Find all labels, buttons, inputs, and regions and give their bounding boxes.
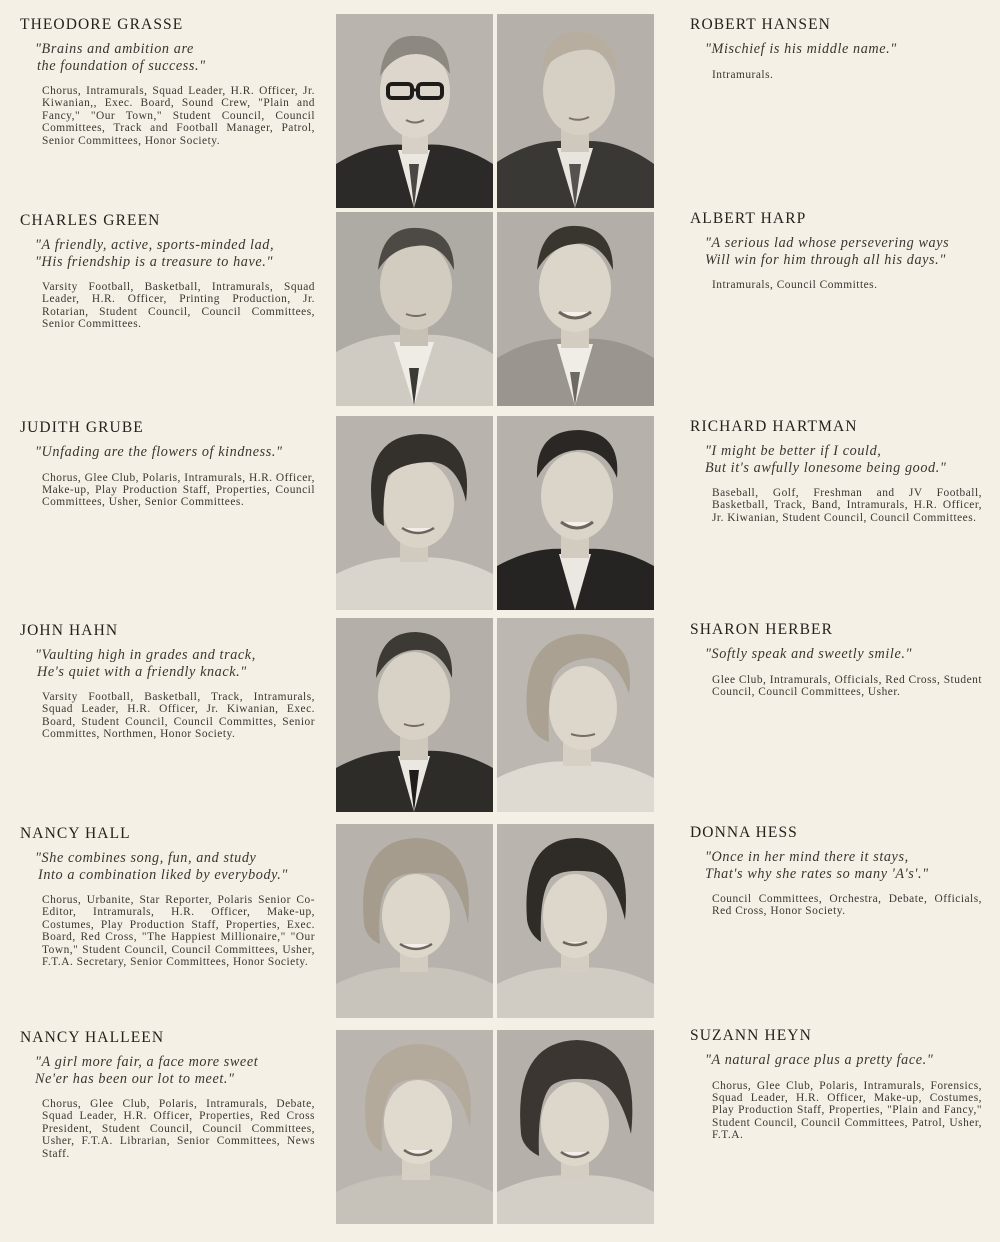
- portrait-image: [497, 1030, 654, 1224]
- quote-line: "Brains and ambition are: [35, 41, 194, 57]
- quote-line: "I might be better if I could,: [705, 443, 882, 459]
- student-quote: [35, 41, 315, 74]
- portrait-image: [336, 1030, 493, 1224]
- portrait-photo-sharon-herber: [497, 618, 654, 812]
- student-activities: Varsity Football, Basketball, Track, Intramurals, Squad Leader, H.R. Officer, Jr. Kiwanian, Exec. Board, Student Council, Council Committes, Senior Committes, Northmen, Honor Society.: [42, 691, 315, 741]
- student-activities: Intramurals.: [712, 68, 774, 81]
- portrait-image: [497, 416, 654, 610]
- student-entry-robert-hansen: [690, 16, 982, 81]
- portrait-photo-robert-hansen: [497, 14, 654, 208]
- portrait-photo-charles-green: [336, 212, 493, 406]
- student-quote: [705, 1052, 982, 1069]
- quote-line: "His friendship is a treasure to have.": [35, 253, 273, 270]
- student-name: ROBERT HANSEN: [690, 16, 831, 33]
- student-activities: Chorus, Glee Club, Polaris, Intramurals, Forensics, Squad Leader, H.R. Officer, Make-up, Costumes, Play Production Staff, Properties, "Plain and Fancy," Student Council, Council Committees, Patrol, Usher, F.T.A.: [712, 1079, 982, 1142]
- student-activities: Glee Club, Intramurals, Officials, Red Cross, Student Council, Council Committees, Usher.: [712, 673, 982, 698]
- portrait-photo-theodore-grasse: [336, 14, 493, 208]
- portrait-image: [497, 212, 654, 406]
- student-quote: [35, 237, 315, 270]
- quote-line: Ne'er has been our lot to meet.": [35, 1070, 235, 1087]
- student-entry-john-hahn: [20, 622, 315, 741]
- student-name: ALBERT HARP: [690, 210, 807, 227]
- student-activities: Chorus, Intramurals, Squad Leader, H.R. Officer, Jr. Kiwanian,, Exec. Board, Sound Crew, "Plain and Fancy," "Our Town," Student Council, Council Committees, Track and Football Manager, Patrol, Senior Committees, Honor Society.: [42, 85, 315, 147]
- student-quote: [35, 647, 315, 680]
- portrait-photo-donna-hess: [497, 824, 654, 1018]
- portrait-photo-albert-harp: [497, 212, 654, 406]
- student-name: JUDITH GRUBE: [20, 419, 144, 436]
- portrait-photo-suzann-heyn: [497, 1030, 654, 1224]
- portrait-photo-nancy-hall: [336, 824, 493, 1018]
- student-activities: Council Committees, Orchestra, Debate, Officials, Red Cross, Honor Society.: [712, 893, 982, 918]
- quote-line: "Once in her mind there it stays,: [705, 849, 909, 865]
- quote-line: "A natural grace plus a pretty face.": [705, 1052, 934, 1068]
- student-entry-nancy-halleen: [20, 1029, 315, 1160]
- student-name: JOHN HAHN: [20, 622, 119, 639]
- student-name: THEODORE GRASSE: [20, 16, 184, 33]
- portrait-photo-richard-hartman: [497, 416, 654, 610]
- student-name: NANCY HALLEEN: [20, 1029, 165, 1046]
- portrait-image: [336, 618, 493, 812]
- student-entry-albert-harp: [690, 210, 982, 291]
- portrait-photo-judith-grube: [336, 416, 493, 610]
- student-quote: [705, 443, 982, 476]
- quote-line: But it's awfully lonesome being good.": [705, 459, 947, 476]
- portrait-image: [336, 824, 493, 1018]
- student-quote: [705, 235, 982, 268]
- student-entry-suzann-heyn: [690, 1027, 982, 1142]
- student-activities: Chorus, Urbanite, Star Reporter, Polaris Senior Co-Editor, Intramurals, H.R. Officer, Make-up, Costumes, Play Production Staff, Properties, Exec. Board, Red Cross, "The Happiest Millionaire," "Our Town," Student Council, Council Committees, Usher, F.T.A. Secretary, Senior Committees, Honor Society.: [42, 894, 315, 969]
- portrait-image: [336, 212, 493, 406]
- quote-line: "A serious lad whose persevering ways: [705, 235, 950, 251]
- student-activities: Intramurals, Council Committes.: [712, 279, 878, 291]
- student-quote: [705, 41, 982, 58]
- quote-line: That's why she rates so many 'A's'.": [705, 865, 929, 882]
- student-entry-nancy-hall: [20, 825, 315, 968]
- student-entry-richard-hartman: [690, 418, 982, 524]
- portrait-image: [336, 416, 493, 610]
- student-name: DONNA HESS: [690, 824, 798, 841]
- portrait-image: [497, 824, 654, 1018]
- student-quote: [705, 849, 982, 882]
- student-name: CHARLES GREEN: [20, 212, 161, 229]
- student-entry-sharon-herber: [690, 621, 982, 698]
- portrait-grid: [336, 14, 660, 1228]
- quote-line: "A girl more fair, a face more sweet: [35, 1054, 259, 1070]
- student-name: RICHARD HARTMAN: [690, 418, 858, 435]
- student-entry-judith-grube: [20, 419, 315, 509]
- quote-line: He's quiet with a friendly knack.": [37, 663, 247, 680]
- quote-line: "Vaulting high in grades and track,: [35, 647, 256, 663]
- student-name: NANCY HALL: [20, 825, 131, 842]
- student-entry-theodore-grasse: [20, 16, 315, 147]
- portrait-photo-john-hahn: [336, 618, 493, 812]
- student-entry-donna-hess: [690, 824, 982, 918]
- student-activities: Chorus, Glee Club, Polaris, Intramurals, H.R. Officer, Make-up, Play Production Staff, Properties, Council Committees, Usher, Senior Committees.: [42, 471, 315, 509]
- student-quote: [35, 850, 315, 883]
- portrait-image: [497, 14, 654, 208]
- student-name: SUZANN HEYN: [690, 1027, 812, 1044]
- student-name: SHARON HERBER: [690, 621, 834, 638]
- student-activities: Baseball, Golf, Freshman and JV Football, Basketball, Track, Band, Intramurals, H.R. Officer, Jr. Kiwanian, Student Council, Council Committees.: [712, 487, 982, 524]
- quote-line: "A friendly, active, sports-minded lad,: [35, 237, 275, 253]
- student-quote: [35, 444, 315, 461]
- quote-line: "She combines song, fun, and study: [35, 850, 257, 866]
- student-quote: [705, 646, 982, 663]
- portrait-photo-nancy-halleen: [336, 1030, 493, 1224]
- quote-line: "Mischief is his middle name.": [705, 41, 897, 57]
- student-activities: Chorus, Glee Club, Polaris, Intramurals, Debate, Squad Leader, H.R. Officer, Properties, Red Cross President, Student Council, Council Committees, Usher, F.T.A. Librarian, Senior Committees, News Staff.: [42, 1098, 315, 1160]
- student-activities: Varsity Football, Basketball, Intramurals, Squad Leader, H.R. Officer, Printing Production, Jr. Rotarian, Student Council, Council Committees, Senior Committees.: [42, 281, 315, 331]
- portrait-image: [336, 14, 493, 208]
- quote-line: Into a combination liked by everybody.": [38, 866, 288, 883]
- portrait-image: [497, 618, 654, 812]
- student-entry-charles-green: [20, 212, 315, 331]
- student-quote: [35, 1054, 315, 1087]
- quote-line: "Softly speak and sweetly smile.": [705, 646, 913, 662]
- quote-line: Will win for him through all his days.": [705, 251, 946, 268]
- quote-line: the foundation of success.": [37, 57, 206, 74]
- quote-line: "Unfading are the flowers of kindness.": [35, 444, 283, 460]
